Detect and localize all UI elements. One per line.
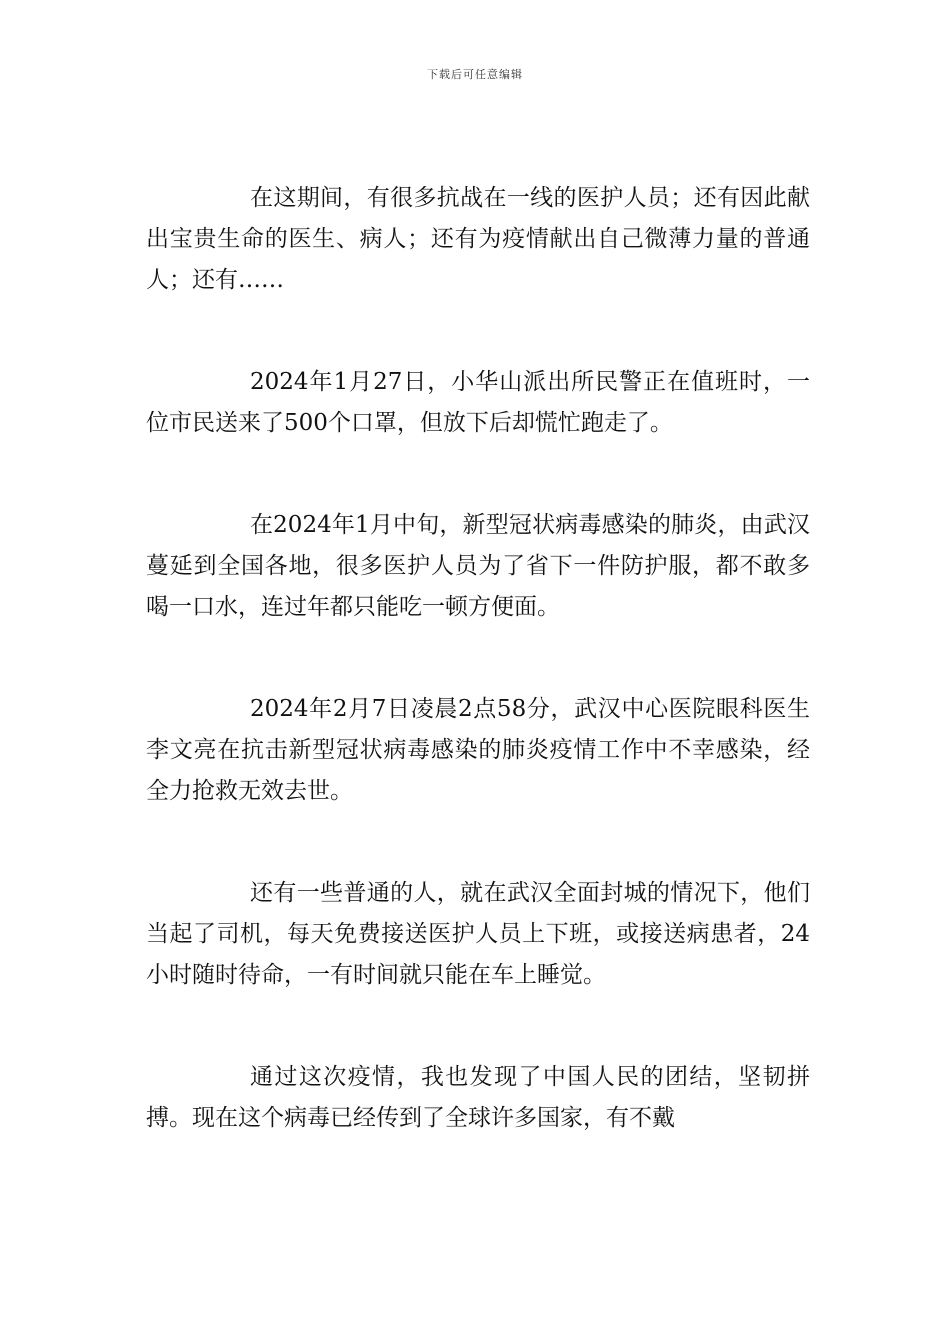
- paragraph-2: 2024年1月27日，小华山派出所民警正在值班时，一位市民送来了500个口罩，但放下后却慌忙跑走了。: [146, 369, 810, 436]
- document-body: [146, 178, 810, 1200]
- paragraph-3: 在2024年1月中旬，新型冠状病毒感染的肺炎，由武汉蔓延到全国各地，很多医护人员为了省下一件防护服，都不敢多喝一口水，连过年都只能吃一顿方便面。: [146, 512, 810, 620]
- header-note: 下载后可任意编辑: [427, 68, 523, 81]
- paragraph-4: 2024年2月7日凌晨2点58分，武汉中心医院眼科医生李文亮在抗击新型冠状病毒感染的肺炎疫情工作中不幸感染，经全力抢救无效去世。: [146, 696, 810, 804]
- paragraph-1: 在这期间，有很多抗战在一线的医护人员；还有因此献出宝贵生命的医生、病人；还有为疫情献出自己微薄力量的普通人；还有……: [146, 185, 810, 293]
- paragraph-5: 还有一些普通的人，就在武汉全面封城的情况下，他们当起了司机，每天免费接送医护人员上下班，或接送病患者，24小时随时待命，一有时间就只能在车上睡觉。: [146, 880, 810, 988]
- paragraph-6: 通过这次疫情，我也发现了中国人民的团结，坚韧拼搏。现在这个病毒已经传到了全球许多国家，有不戴: [146, 1064, 810, 1131]
